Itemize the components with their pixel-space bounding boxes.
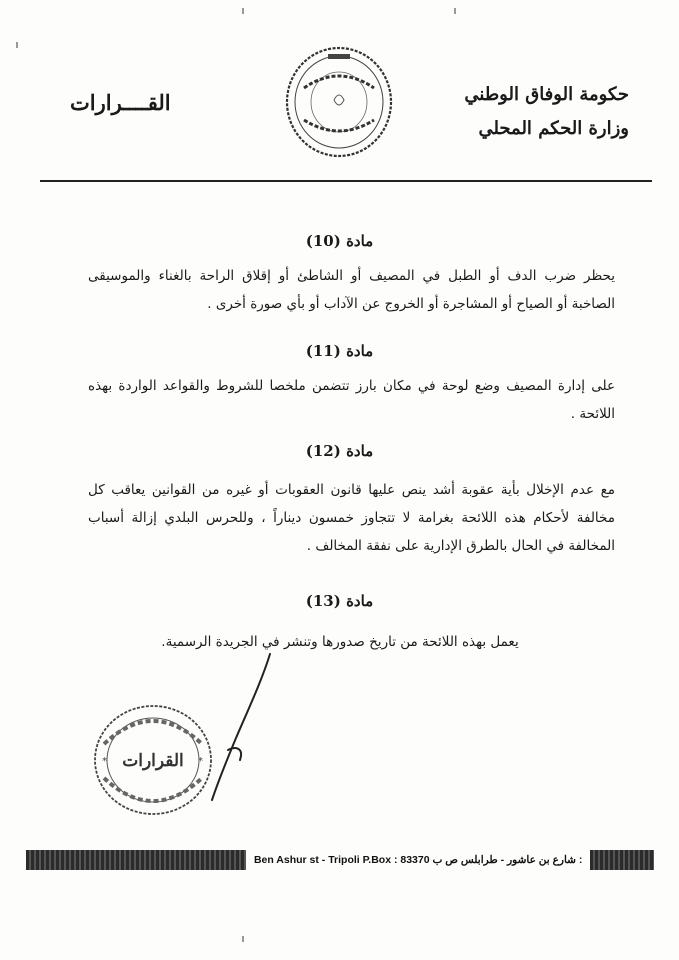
article-13-heading: مادة (13) <box>305 592 374 610</box>
scan-mark <box>242 936 244 942</box>
ministry-name: وزارة الحكم المحلي <box>478 118 629 139</box>
article-12-heading: مادة (12) <box>305 442 374 460</box>
official-seal-top <box>282 42 396 160</box>
scan-mark <box>242 8 244 14</box>
article-10-body: يحظر ضرب الدف أو الطبل في المصيف أو الشاطئ أو إقلاق الراحة بالغناء والموسيقى الصاخبة أو الصياح أو المشاجرة أو الخروج عن الآداب أو بأي صورة أخرى . <box>88 268 615 312</box>
letterhead-ministry <box>409 78 629 146</box>
svg-text:*: * <box>102 756 107 767</box>
footer-address-bar <box>26 848 654 872</box>
article-13-body: يعمل بهذه اللائحة من تاريخ صدورها وتنشر في الجريدة الرسمية. <box>161 634 519 650</box>
footer-decoration-left <box>26 850 246 870</box>
scan-mark <box>16 42 18 48</box>
article-11-heading: مادة (11) <box>305 342 374 360</box>
footer-decoration-right <box>590 850 654 870</box>
article-12-body: مع عدم الإخلال بأية عقوبة أشد ينص عليها قانون العقوبات أو غيره من القوانين يعاقب كل مخالفة لأحكام هذه اللائحة بغرامة لا تتجاوز خمسون ديناراً ، وللحرس البلدي إزالة أسباب المخالفة في الحال بالطرق الإدارية على نفقة المخالف . <box>88 482 615 554</box>
official-seal-bottom <box>90 700 216 818</box>
section-title: القــــرارات <box>70 90 171 115</box>
article-10-heading: مادة (10) <box>305 232 374 250</box>
government-name: حكومة الوفاق الوطني <box>464 84 629 105</box>
scan-mark <box>454 8 456 14</box>
svg-text:*: * <box>198 756 203 767</box>
footer-address: Ben Ashur st - Tripoli P.Box : 83370 شارع بن عاشور - طرابلس ص ب : <box>253 854 583 866</box>
article-11-body: على إدارة المصيف وضع لوحة في مكان بارز تتضمن ملخصا للشروط والقواعد الواردة بهذه اللائحة . <box>88 378 615 422</box>
seal-center-text: القرارات <box>122 751 184 771</box>
header-divider <box>40 180 652 182</box>
